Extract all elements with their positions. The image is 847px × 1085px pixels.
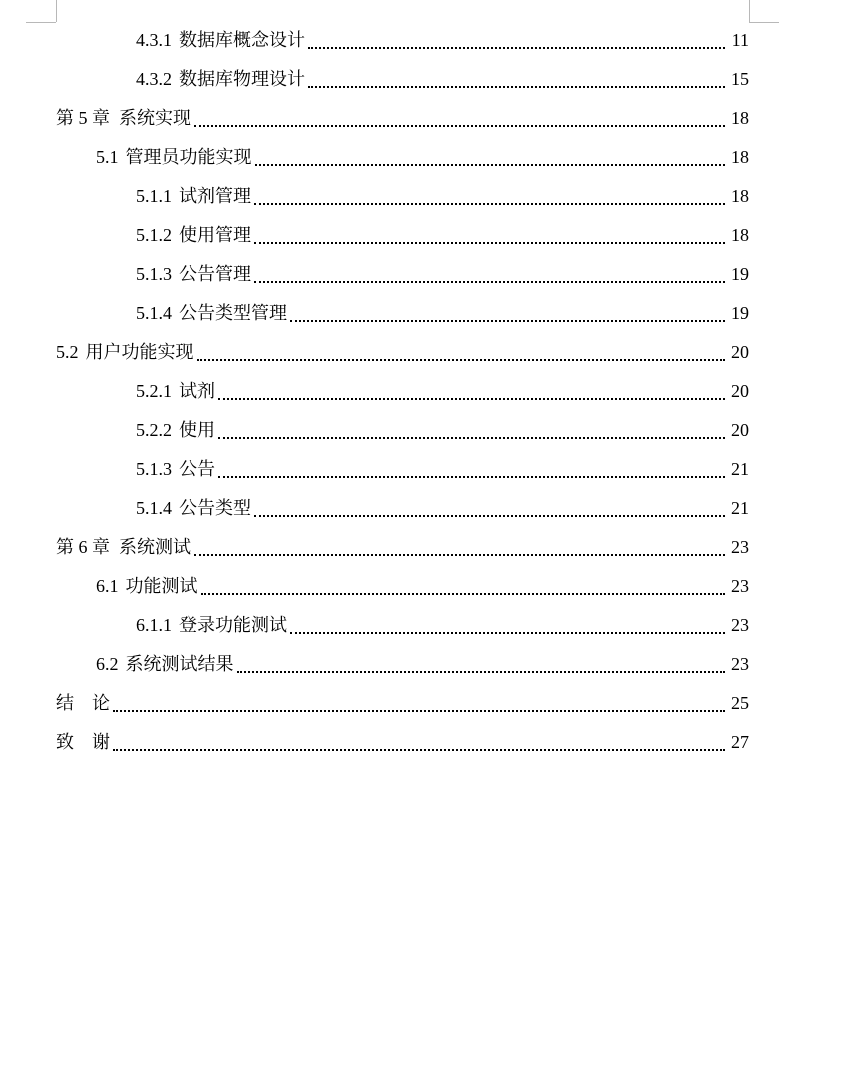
toc-entry-title: 数据库概念设计 — [179, 30, 305, 50]
toc-entry-number: 5.1.4 — [136, 303, 172, 323]
toc-entry[interactable] — [0, 177, 847, 216]
toc-entry[interactable] — [0, 489, 847, 528]
toc-entry[interactable] — [0, 60, 847, 99]
toc-dot-leader — [254, 281, 725, 283]
toc-dot-leader — [194, 125, 725, 127]
toc-entry-page: 23 — [731, 576, 749, 596]
toc-entry[interactable] — [0, 333, 847, 372]
toc-entry-number: 6.1 — [96, 576, 119, 596]
toc-dot-leader — [254, 203, 725, 205]
toc-entry-page: 19 — [731, 264, 749, 284]
toc-entry[interactable] — [0, 138, 847, 177]
toc-entry-title: 管理员功能实现 — [125, 147, 252, 167]
toc-entry[interactable] — [0, 567, 847, 606]
toc-entry-title: 功能测试 — [125, 576, 198, 596]
toc-entry[interactable] — [0, 723, 847, 762]
toc-entry-number: 5.1 — [96, 147, 119, 167]
toc-entry-page: 18 — [731, 225, 749, 245]
toc-entry-title: 登录功能测试 — [179, 615, 287, 635]
toc-entry-number: 6.1.1 — [136, 615, 172, 635]
toc-entry-title: 使用 — [179, 420, 215, 440]
toc-dot-leader — [201, 593, 726, 595]
toc-entry-number: 5.1.1 — [136, 186, 172, 206]
toc-entry[interactable] — [0, 411, 847, 450]
toc-dot-leader — [197, 359, 726, 361]
toc-entry-number: 5.2 — [56, 342, 79, 362]
toc-entry[interactable] — [0, 216, 847, 255]
toc-entry-title: 用户功能实现 — [85, 342, 194, 362]
toc-entry-number: 5.1.3 — [136, 459, 172, 479]
toc-entry[interactable] — [0, 645, 847, 684]
toc-entry-page: 11 — [731, 30, 749, 50]
toc-dot-leader — [237, 671, 726, 673]
toc-dot-leader — [254, 515, 725, 517]
toc-entry-page: 18 — [731, 186, 749, 206]
toc-entry-number: 4.3.2 — [136, 69, 172, 89]
toc-entry-title: 试剂管理 — [179, 186, 251, 206]
toc-entry-title: 试剂 — [179, 381, 215, 401]
toc-entry-title: 公告类型管理 — [179, 303, 287, 323]
toc-entry-page: 18 — [731, 147, 749, 167]
toc-entry[interactable] — [0, 21, 847, 60]
toc-entry-title: 致 谢 — [56, 732, 110, 752]
toc-dot-leader — [218, 476, 725, 478]
toc-entry[interactable] — [0, 684, 847, 723]
toc-dot-leader — [218, 398, 725, 400]
toc-entry-page: 21 — [731, 459, 749, 479]
toc-dot-leader — [290, 320, 725, 322]
toc-entry-title: 系统测试结果 — [125, 654, 234, 674]
toc-dot-leader — [255, 164, 726, 166]
toc-entry[interactable] — [0, 606, 847, 645]
toc-entry-number: 5.1.4 — [136, 498, 172, 518]
toc-entry-title: 公告 — [179, 459, 215, 479]
toc-entry-number: 5.2.2 — [136, 420, 172, 440]
toc-entry[interactable] — [0, 255, 847, 294]
toc-entry-page: 25 — [731, 693, 749, 713]
toc-entry-page: 15 — [731, 69, 749, 89]
toc-dot-leader — [290, 632, 725, 634]
toc-entry-number: 第 6 章 — [56, 537, 110, 557]
toc-entry-page: 23 — [731, 537, 749, 557]
toc-entry-number: 5.1.3 — [136, 264, 172, 284]
toc-entry-page: 18 — [731, 108, 749, 128]
toc-entry-page: 20 — [731, 381, 749, 401]
toc-dot-leader — [218, 437, 725, 439]
toc-entry-page: 20 — [731, 342, 749, 362]
toc-entry-number: 5.2.1 — [136, 381, 172, 401]
toc-entry-page: 19 — [731, 303, 749, 323]
toc-entry-title: 结 论 — [56, 693, 110, 713]
toc-entry-number: 第 5 章 — [56, 108, 110, 128]
table-of-contents — [0, 21, 847, 762]
toc-entry[interactable] — [0, 99, 847, 138]
toc-entry-page: 21 — [731, 498, 749, 518]
toc-entry-number: 5.1.2 — [136, 225, 172, 245]
toc-entry-title: 系统测试 — [119, 537, 191, 557]
toc-dot-leader — [254, 242, 725, 244]
toc-entry-page: 23 — [731, 615, 749, 635]
toc-entry[interactable] — [0, 528, 847, 567]
toc-entry-title: 使用管理 — [179, 225, 251, 245]
toc-dot-leader — [194, 554, 725, 556]
toc-entry-title: 公告类型 — [179, 498, 251, 518]
page-corner-mark-left-vertical — [56, 0, 57, 22]
toc-entry-title: 数据库物理设计 — [179, 69, 305, 89]
toc-dot-leader — [113, 749, 725, 751]
toc-dot-leader — [113, 710, 725, 712]
toc-entry[interactable] — [0, 294, 847, 333]
toc-dot-leader — [308, 47, 725, 49]
page-corner-mark-right-vertical — [749, 0, 750, 22]
toc-entry-page: 23 — [731, 654, 749, 674]
toc-entry-number: 4.3.1 — [136, 30, 172, 50]
toc-entry[interactable] — [0, 450, 847, 489]
toc-entry[interactable] — [0, 372, 847, 411]
toc-entry-number: 6.2 — [96, 654, 119, 674]
toc-entry-title: 系统实现 — [119, 108, 191, 128]
toc-entry-title: 公告管理 — [179, 264, 251, 284]
toc-entry-page: 20 — [731, 420, 749, 440]
toc-entry-page: 27 — [731, 732, 749, 752]
toc-dot-leader — [308, 86, 725, 88]
